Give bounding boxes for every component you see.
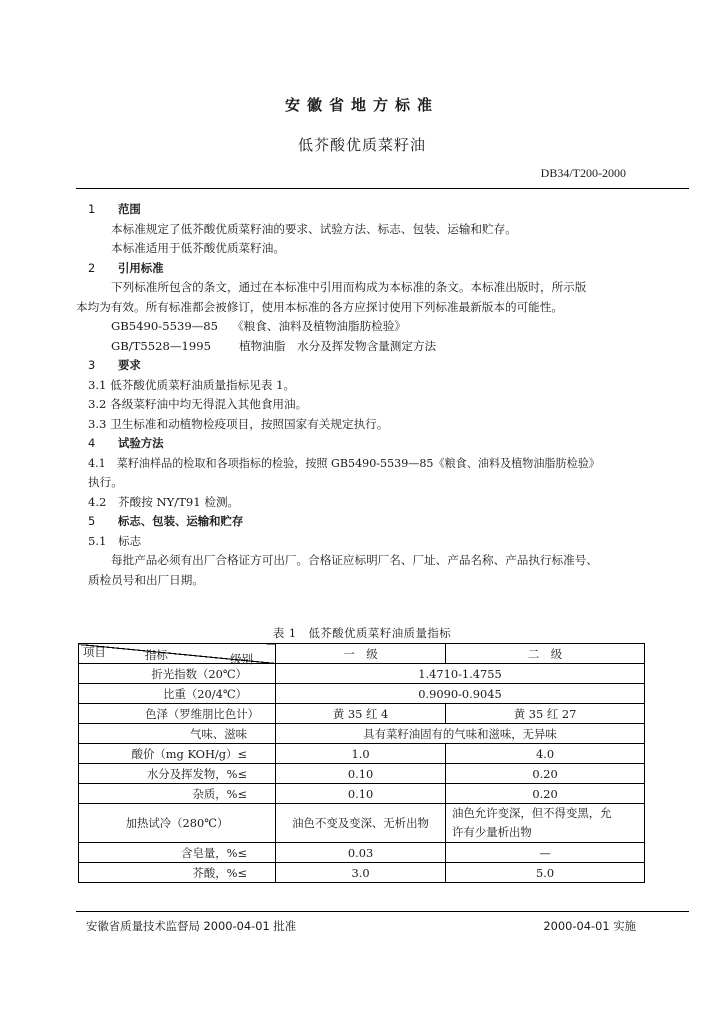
row-label: 加热试冷（280℃）	[79, 804, 276, 843]
paragraph: 每批产品必须有出厂合格证方可出厂。合格证应标明厂名、厂址、产品名称、产品执行标准号、	[111, 553, 598, 567]
header-rule	[76, 188, 689, 189]
section-heading-references: 2 引用标准	[88, 260, 164, 275]
row-value-grade-1: 黄 35 红 4	[276, 704, 446, 724]
row-value-grade-2: 0.20	[446, 784, 645, 804]
clause: 3.2 各级菜籽油中均无得混入其他食用油。	[88, 397, 308, 411]
row-value-grade-2: 4.0	[446, 744, 645, 764]
table-row	[79, 764, 645, 784]
paragraph: 质检员号和出厂日期。	[88, 572, 204, 587]
row-label: 比重（20/4℃）	[79, 684, 276, 704]
paragraph: 本标准适用于低芥酸优质菜籽油。	[111, 241, 285, 255]
table-row	[79, 843, 645, 863]
table-caption: 表 1 低芥酸优质菜籽油质量指标	[272, 626, 452, 640]
section-heading-marking: 5 标志、包装、运输和贮存	[88, 514, 244, 528]
footer-rule	[76, 911, 689, 912]
row-value-grade-2	[446, 804, 645, 843]
section-heading-test-methods: 4 试验方法	[88, 436, 164, 450]
approval-note: 安徽省质量技术监督局 2000-04-01 批准	[86, 919, 297, 933]
row-value-line: 许有少量析出物	[452, 825, 532, 839]
reference-item: GB5490-5539—85 《粮食、油料及植物油脂肪检验》	[111, 319, 406, 333]
row-value-grade-2: —	[446, 843, 645, 863]
row-value-grade-2: 5.0	[446, 863, 645, 883]
row-label: 含皂量，%≤	[79, 843, 276, 863]
header-indicator: 指标	[145, 648, 168, 662]
table-row	[79, 804, 645, 843]
document-title: 低芥酸优质菜籽油	[297, 136, 426, 154]
table-row	[79, 684, 645, 704]
row-value-grade-2: 0.20	[446, 764, 645, 784]
table-row	[79, 664, 645, 684]
row-value-line: 油色允许变深，但不得变黑，允	[452, 806, 612, 820]
row-label: 水分及挥发物，%≤	[79, 764, 276, 784]
row-label: 折光指数（20℃）	[79, 664, 276, 684]
header-grade: 级别	[230, 652, 253, 666]
row-value: 0.9090-0.9045	[276, 684, 645, 704]
table-row	[79, 784, 645, 804]
table-header-row	[79, 644, 645, 664]
body-text	[76, 200, 644, 590]
table-row	[79, 744, 645, 764]
row-label: 芥酸，%≤	[79, 863, 276, 883]
clause: 3.3 卫生标准和动植物检疫项目，按照国家有关规定执行。	[88, 416, 389, 431]
reference-item: GB/T5528—1995 植物油脂 水分及挥发物含量测定方法	[111, 338, 437, 353]
row-label: 酸价（mg KOH/g）≤	[79, 744, 276, 764]
paragraph: 本标准规定了低芥酸优质菜籽油的要求、试验方法、标志、包装、运输和贮存。	[111, 221, 517, 236]
row-value-grade-1: 0.10	[276, 764, 446, 784]
row-value: 1.4710-1.4755	[276, 664, 645, 684]
paragraph: 本均为有效。所有标准都会被修订，使用本标准的各方应探讨使用下列标准最新版本的可能性。	[76, 299, 563, 314]
row-label: 色泽（罗维朋比色计）	[79, 704, 276, 724]
row-value-grade-1: 3.0	[276, 863, 446, 883]
header-item: 项目	[83, 645, 106, 659]
clause: 4.1 菜籽油样品的检取和各项指标的检验，按照 GB5490-5539—85《粮食、油料及植物油脂肪检验》	[88, 456, 600, 470]
row-value-grade-1: 1.0	[276, 744, 446, 764]
row-label: 气味、滋味	[79, 724, 276, 744]
row-value-grade-1: 0.10	[276, 784, 446, 804]
header-grade-1: 一 级	[276, 644, 446, 664]
table-row	[79, 704, 645, 724]
row-value-grade-1: 0.03	[276, 843, 446, 863]
section-heading-scope: 1 范围	[88, 202, 141, 216]
paragraph: 下列标准所包含的条文，通过在本标准中引用而构成为本标准的条文。本标准出版时，所示版	[111, 280, 587, 294]
row-value-grade-1: 油色不变及变深、无析出物	[276, 804, 446, 843]
implementation-date: 2000-04-01 实施	[543, 919, 636, 933]
clause: 执行。	[88, 475, 123, 489]
diagonal-header-cell	[79, 644, 276, 664]
standard-number: DB34/T200-2000	[540, 166, 626, 180]
table-row	[79, 863, 645, 883]
issuer-title: 安徽省地方标准	[284, 96, 439, 114]
header-grade-2: 二 级	[446, 644, 645, 664]
quality-table	[78, 643, 645, 883]
clause: 3.1 低芥酸优质菜籽油质量指标见表 1。	[88, 377, 296, 392]
row-value-grade-2: 黄 35 红 27	[446, 704, 645, 724]
row-value: 具有菜籽油固有的气味和滋味，无异味	[276, 724, 645, 744]
row-label: 杂质，%≤	[79, 784, 276, 804]
clause: 4.2 芥酸按 NY/T91 检测。	[88, 494, 240, 509]
section-heading-requirements: 3 要求	[88, 358, 141, 372]
table-row	[79, 724, 645, 744]
clause: 5.1 标志	[88, 533, 142, 548]
